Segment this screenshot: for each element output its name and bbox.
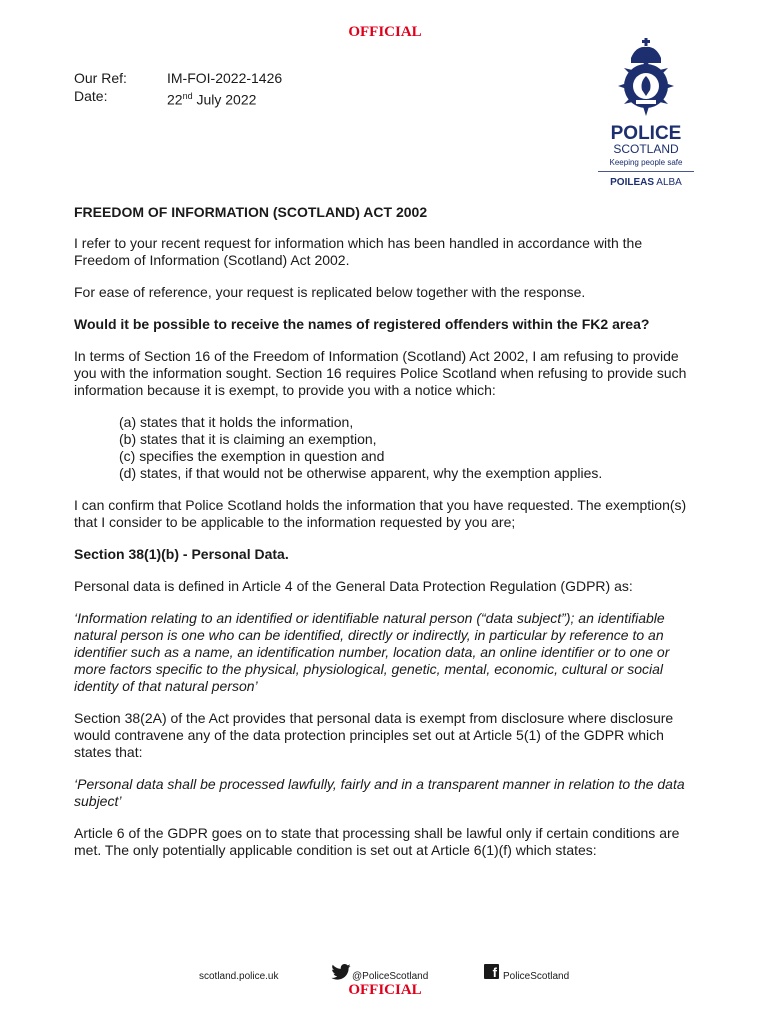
official-marking-bottom: OFFICIAL <box>348 982 422 998</box>
logo-line1: POLICE <box>610 123 682 144</box>
section-heading: Section 38(1)(b) - Personal Data. <box>74 546 289 562</box>
date-label: Date: <box>74 88 108 104</box>
facebook-icon: f <box>484 964 499 979</box>
official-marking-top: OFFICIAL <box>348 24 422 40</box>
our-ref-row <box>74 69 282 87</box>
our-ref-label: Our Ref: <box>74 70 127 86</box>
star-badge-icon <box>618 56 674 116</box>
our-ref-value: IM-FOI-2022-1426 <box>167 70 283 86</box>
footer-twitter-link[interactable]: @PoliceScotland <box>352 971 429 982</box>
paragraph-reference: For ease of reference, your request is replicated below together with the response. <box>74 284 586 300</box>
footer-facebook-link[interactable]: PoliceScotland <box>503 971 570 982</box>
paragraph-article6: Article 6 of the GDPR goes on to state that processing shall be lawful only if certain conditions are met. The only potentially applicable condition is set out at Article 6(1)(f) which states: <box>74 825 680 858</box>
date-row <box>74 87 282 109</box>
twitter-icon <box>331 964 351 980</box>
letter-body <box>74 204 698 859</box>
notice-list <box>74 414 698 482</box>
logo-tagline: Keeping people safe <box>609 158 683 167</box>
footer-website-link[interactable]: scotland.police.uk <box>199 971 279 982</box>
quote-definition: ‘Information relating to an identified or identifiable natural person (“data subject”); an identifiable natural person is one who can be identified, directly or indirectly, in particular by reference to an identifier such as a name, an identification number, location data, an online identifier or to one or more factors specific to the physical, physiological, genetic, mental, economic, cultural or social identity of that natural person’ <box>74 610 670 694</box>
police-scotland-logo <box>596 38 696 190</box>
list-item: (a) states that it holds the information, <box>119 414 354 430</box>
paragraph-confirmation: I can confirm that Police Scotland holds the information that you have requested. The exemption(s) that I consider to be applicable to the information requested by you are; <box>74 497 687 530</box>
logo-line2: SCOTLAND <box>613 142 679 156</box>
date-day: 22 <box>167 91 183 108</box>
reference-block <box>74 69 282 109</box>
logo-gaelic <box>610 177 682 188</box>
list-item: (b) states that it is claiming an exemption, <box>119 431 377 447</box>
date-value <box>167 87 256 109</box>
list-item: (d) states, if that would not be otherwise apparent, why the exemption applies. <box>119 465 603 481</box>
document-title: FREEDOM OF INFORMATION (SCOTLAND) ACT 2002 <box>74 204 428 220</box>
request-question: Would it be possible to receive the names of registered offenders within the FK2 area? <box>74 316 650 332</box>
paragraph-definition: Personal data is defined in Article 4 of the General Data Protection Regulation (GDPR) as: <box>74 578 633 594</box>
date-rest: July 2022 <box>192 91 257 108</box>
quote-article5: ‘Personal data shall be processed lawfully, fairly and in a transparent manner in relation to the data subject’ <box>74 776 685 809</box>
logo-gaelic-rest: ALBA <box>654 177 682 188</box>
date-suffix: nd <box>182 91 193 101</box>
paragraph-intro: I refer to your recent request for information which has been handled in accordance with the Freedom of Information (Scotland) Act 2002. <box>74 235 643 268</box>
list-item: (c) specifies the exemption in question and <box>119 448 385 464</box>
paragraph-section16: In terms of Section 16 of the Freedom of Information (Scotland) Act 2002, I am refusing to provide you with the information sought. Section 16 requires Police Scotland when refusing to provide such information because it is exempt, to provide you with a notice which: <box>74 348 687 398</box>
logo-gaelic-bold: POILEAS <box>610 177 655 188</box>
paragraph-section38: Section 38(2A) of the Act provides that personal data is exempt from disclosure where disclosure would contravene any of the data protection principles set out at Article 5(1) of the GDPR which states that: <box>74 710 674 760</box>
